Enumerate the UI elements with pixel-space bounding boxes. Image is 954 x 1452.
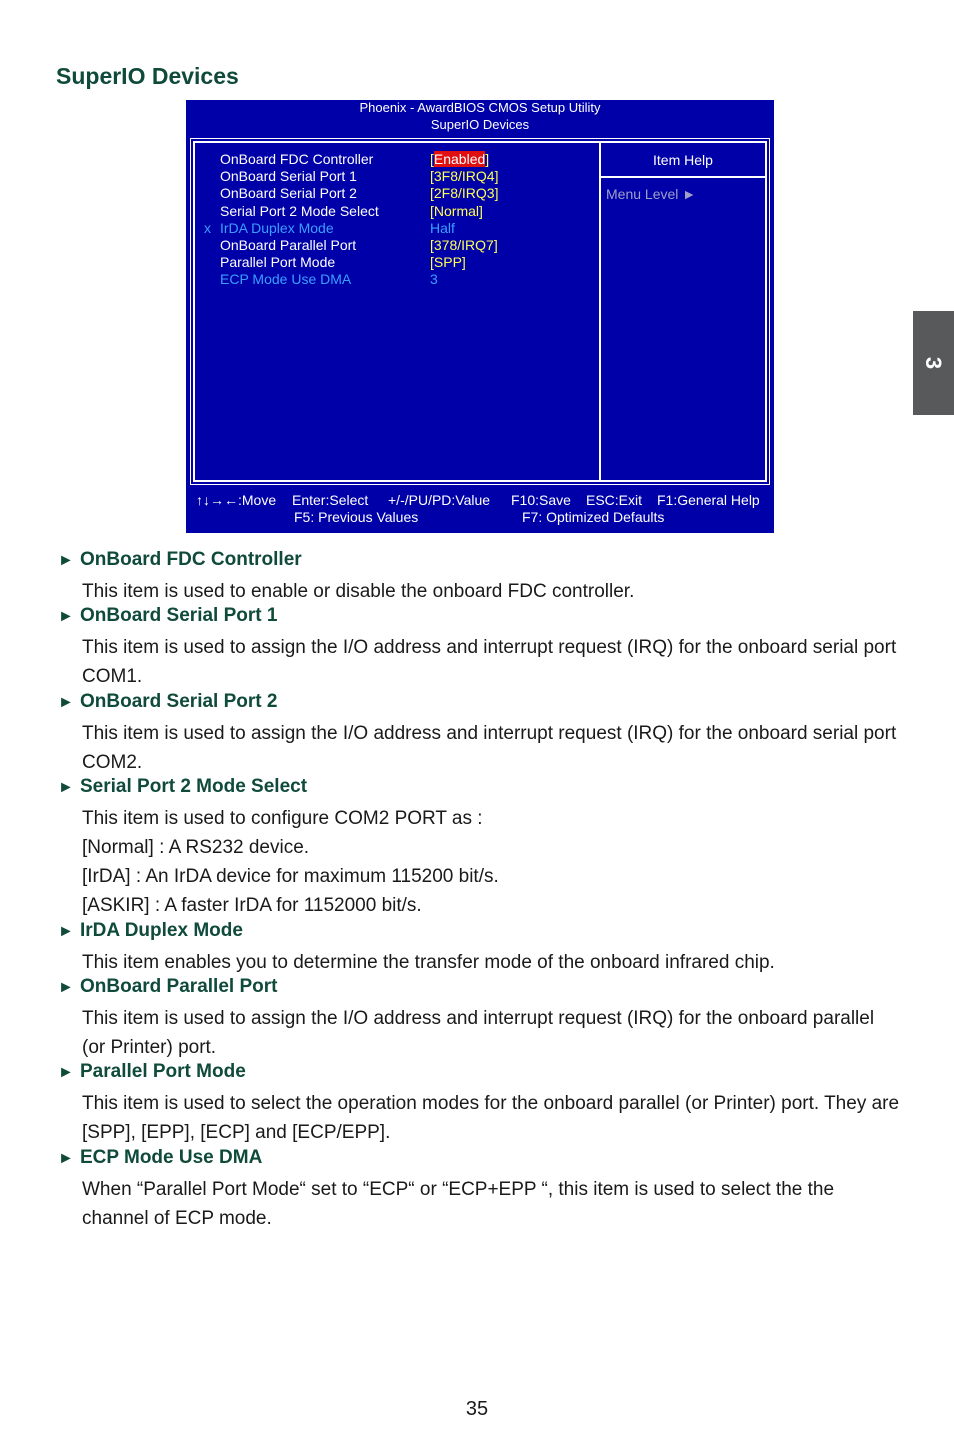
triangle-bullet-icon: ► [58,1150,74,1167]
section-heading [58,605,277,627]
footer-exit: ESC:Exit [586,492,643,508]
value-text: 3 [430,271,438,288]
bios-screenshot [186,100,774,533]
section-heading [58,976,277,998]
footer-move: ↑↓→←:Move [196,492,277,508]
section-heading-text: ECP Mode Use DMA [80,1147,263,1168]
bios-column-divider [599,143,601,480]
section-heading-text: Serial Port 2 Mode Select [80,776,308,797]
bios-item-label: Serial Port 2 Mode Select [220,202,379,219]
help-separator [601,176,765,178]
value-text: Half [430,219,455,236]
section-heading-text: Parallel Port Mode [80,1061,246,1082]
value-text: [378/IRQ7] [430,237,498,253]
section-heading [58,920,243,942]
bios-item-value [430,151,489,168]
section-paragraph: [IrDA] : An IrDA device for maximum 115200 bit/s. [82,866,499,887]
section-heading [58,549,302,571]
triangle-bullet-icon: ► [58,552,74,569]
bios-item-value [430,220,455,237]
value-text: Enabled [433,151,486,167]
footer-value: +/-/PU/PD:Value [388,492,491,508]
menu-level: Menu Level ► [606,186,697,202]
value-bracket-open: [ [430,151,434,167]
bios-item-label: OnBoard FDC Controller [220,151,374,167]
bios-utility-title: Phoenix - AwardBIOS CMOS Setup Utility [359,100,601,115]
section-paragraph: This item is used to configure COM2 PORT as : [82,808,483,829]
section-paragraph: When “Parallel Port Mode“ set to “ECP“ or “ECP+EPP “, this item is used to select the the channel of ECP mode. [82,1179,835,1229]
triangle-bullet-icon: ► [58,608,74,625]
section-paragraph: This item is used to assign the I/O address and interrupt request (IRQ) for the onboard serial port COM2. [82,723,897,773]
footer-general-help: F1:General Help [657,492,760,508]
section-heading-text: OnBoard FDC Controller [80,549,302,570]
triangle-bullet-icon: ► [58,979,74,996]
section-heading-text: OnBoard Serial Port 2 [80,691,278,712]
triangle-bullet-icon: ► [58,923,74,940]
section-heading [58,1061,246,1083]
item-help-title: Item Help [653,152,713,168]
value-text: [SPP] [430,254,466,271]
section-heading-text: OnBoard Serial Port 1 [80,605,278,626]
chapter-tab [913,311,954,415]
footer-select: Enter:Select [292,492,369,508]
footer-save: F10:Save [511,492,571,508]
value-text: [Normal] [430,202,483,219]
chapter-number: 3 [921,356,947,370]
section-heading [58,691,277,713]
section-paragraph: This item is used to assign the I/O address and interrupt request (IRQ) for the onboard parallel (or Printer) port. [82,1008,875,1058]
section-paragraph: This item enables you to determine the transfer mode of the onboard infrared chip. [82,952,775,973]
section-heading [58,776,307,798]
bios-item-value [430,168,498,185]
bios-frame [190,138,770,485]
bios-inner-frame [193,141,767,482]
value-text: [2F8/IRQ3] [430,185,499,202]
value-bracket-close: ] [485,151,490,167]
triangle-bullet-icon: ► [58,1064,74,1081]
section-paragraph: [ASKIR] : A faster IrDA for 1152000 bit/s. [82,895,422,916]
section-heading [58,1147,262,1169]
disabled-mark: x [204,219,211,236]
bios-item-value [430,203,483,220]
bios-item-value [430,271,438,288]
section-heading-text: IrDA Duplex Mode [80,920,243,941]
bios-screen-title: SuperIO Devices [430,117,530,132]
bios-item-label: OnBoard Serial Port 2 [220,185,357,202]
bios-item-label: ECP Mode Use DMA [220,271,352,288]
section-paragraph: This item is used to select the operation modes for the onboard parallel (or Printer) port. They are [SPP], [EPP], [ECP] and [ECP/EPP]. [82,1093,900,1143]
triangle-bullet-icon: ► [58,694,74,711]
bios-item-label: OnBoard Parallel Port [220,237,357,253]
value-text: [3F8/IRQ4] [430,168,499,185]
triangle-bullet-icon: ► [58,779,74,796]
bios-item-value [430,237,498,254]
bios-item-value [430,254,466,271]
section-paragraph: [Normal] : A RS232 device. [82,837,310,858]
section-paragraph: This item is used to assign the I/O address and interrupt request (IRQ) for the onboard serial port COM1. [82,637,897,687]
bios-item-label: Parallel Port Mode [220,254,336,271]
bios-item-label: IrDA Duplex Mode [220,219,334,236]
bios-item-label: OnBoard Serial Port 1 [220,168,357,185]
section-heading-text: OnBoard Parallel Port [80,976,278,997]
page-number: 35 [465,1398,489,1420]
bios-item-value [430,185,498,202]
footer-optimized-defaults: F7: Optimized Defaults [522,509,665,525]
section-paragraph: This item is used to enable or disable the onboard FDC controller. [82,581,635,602]
page-title: SuperIO Devices [56,63,239,89]
footer-previous-values: F5: Previous Values [294,509,419,525]
